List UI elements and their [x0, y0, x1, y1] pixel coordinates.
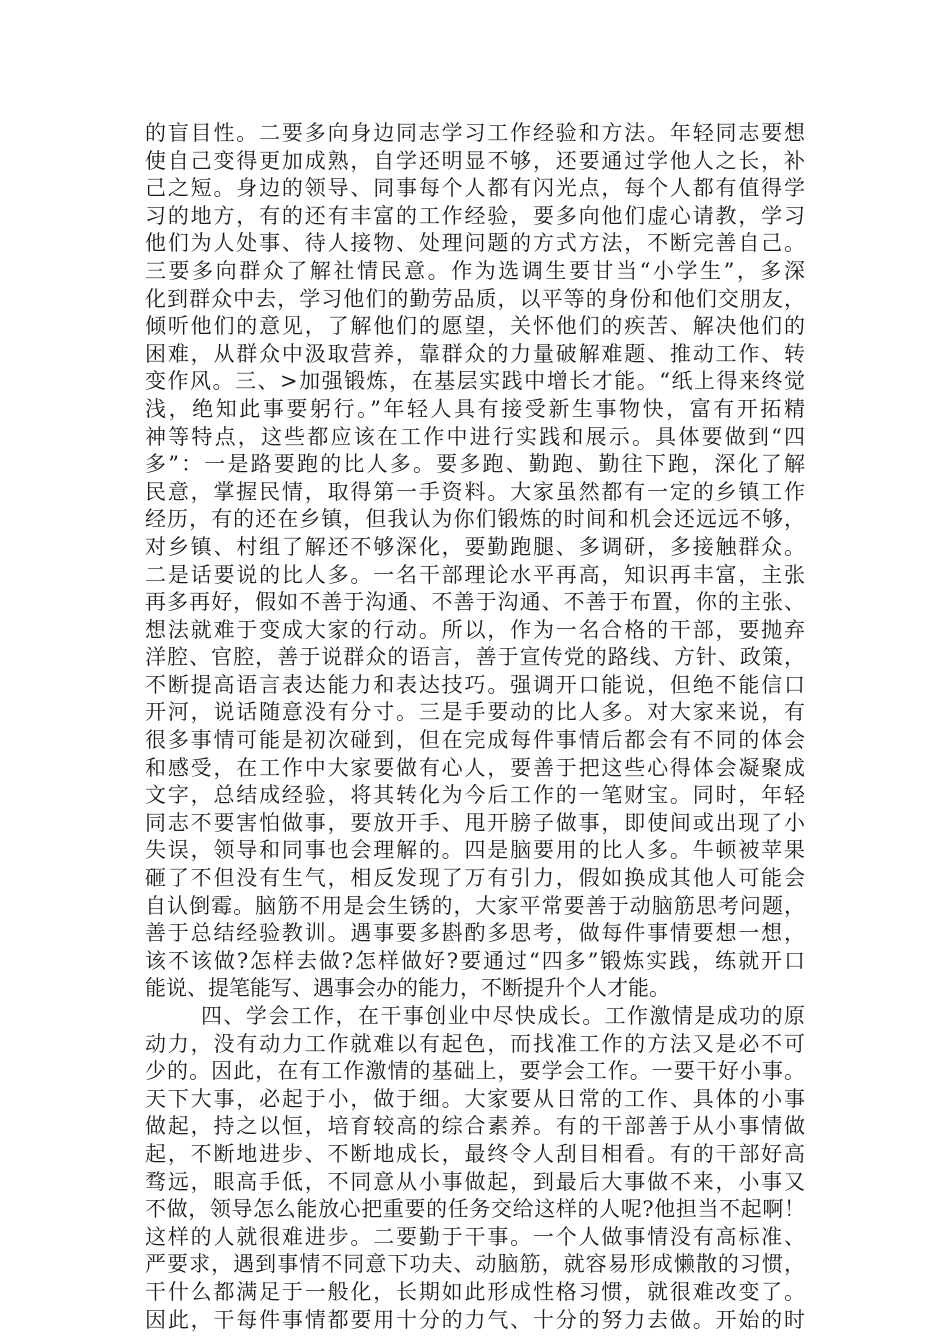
text-line: 不做，领导怎么能放心把重要的任务交给这样的人呢?他担当不起啊！: [145, 1197, 805, 1222]
text-line: 困难，从群众中汲取营养，靠群众的力量破解难题、推动工作、转: [145, 341, 805, 366]
text-line: 使自己变得更加成熟，自学还明显不够，还要通过学他人之长，补: [145, 148, 805, 173]
text-line: 和感受，在工作中大家要做有心人，要善于把这些心得体会凝聚成: [145, 755, 805, 780]
text-line: 对乡镇、村组了解还不够深化，要勤跑腿、多调研，多接触群众。: [145, 534, 805, 559]
text-line: 这样的人就很难进步。二要勤于干事。一个人做事情没有高标准、: [145, 1224, 805, 1249]
text-line: 该不该做?怎样去做?怎样做好?要通过“四多”锻炼实践，练就开口: [145, 948, 805, 973]
text-line: 天下大事，必起于小，做于细。大家要从日常的工作、具体的小事: [145, 1086, 805, 1111]
text-line: 很多事情可能是初次碰到，但在完成每件事情后都会有不同的体会: [145, 728, 805, 753]
text-line: 严要求，遇到事情不同意下功夫、动脑筋，就容易形成懒散的习惯，: [145, 1252, 805, 1277]
text-line: 三要多向群众了解社情民意。作为选调生要甘当“小学生”，多深: [145, 258, 805, 283]
text-line: 四、学会工作，在干事创业中尽快成长。工作激情是成功的原: [201, 1004, 805, 1028]
text-line: 倾听他们的意见，了解他们的愿望，关怀他们的疾苦、解决他们的: [145, 314, 805, 339]
text-line: 做起，持之以恒，培育较高的综合素养。有的干部善于从小事情做: [145, 1114, 805, 1139]
text-line: 想法就难于变成大家的行动。所以，作为一名合格的干部，要抛弃: [145, 617, 805, 642]
paragraph-1: [145, 120, 805, 1003]
text-line: 能说、提笔能写、遇事会办的能力，不断提升个人才能。: [145, 976, 670, 1001]
text-line: 善于总结经验教训。遇事要多斟酌多思考，做每件事情要想一想，: [145, 921, 805, 946]
text-line: 二是话要说的比人多。一名干部理论水平再高，知识再丰富，主张: [145, 562, 805, 587]
text-line: 失误，领导和同事也会理解的。四是脑要用的比人多。牛顿被苹果: [145, 838, 805, 863]
paragraph-2: [145, 1003, 805, 1334]
text-line: 文字，总结成经验，将其转化为今后工作的一笔财宝。同时，年轻: [145, 783, 805, 808]
text-line: 少的。因此，在有工作激情的基础上，要学会工作。一要干好小事。: [145, 1059, 805, 1084]
text-line: 砸了不但没有生气，相反发现了万有引力，假如换成其他人可能会: [145, 866, 805, 891]
text-line: 习的地方，有的还有丰富的工作经验，要多向他们虚心请教，学习: [145, 203, 805, 228]
text-line: 动力，没有动力工作就难以有起色，而找准工作的方法又是必不可: [145, 1031, 805, 1056]
text-line: 的盲目性。二要多向身边同志学习工作经验和方法。年轻同志要想: [145, 121, 805, 145]
text-line: 他们为人处事、待人接物、处理问题的方式方法，不断完善自己。: [145, 231, 805, 256]
text-line: 化到群众中去，学习他们的勤劳品质，以平等的身份和他们交朋友，: [145, 286, 805, 311]
text-line: 民意，掌握民情，取得第一手资料。大家虽然都有一定的乡镇工作: [145, 479, 805, 504]
text-line: 起，不断地进步、不断地成长，最终令人刮目相看。有的干部好高: [145, 1141, 805, 1166]
text-line: 不断提高语言表达能力和表达技巧。强调开口能说，但绝不能信口: [145, 672, 805, 697]
text-line: 神等特点，这些都应该在工作中进行实践和展示。具体要做到“四: [145, 424, 805, 449]
text-line: 同志不要害怕做事，要放开手、甩开膀子做事，即使间或出现了小: [145, 810, 805, 835]
text-line: 己之短。身边的领导、同事每个人都有闪光点，每个人都有值得学: [145, 176, 805, 201]
text-line: 开河，说话随意没有分寸。三是手要动的比人多。对大家来说，有: [145, 700, 805, 725]
text-line: 经历，有的还在乡镇，但我认为你们锻炼的时间和机会还远远不够，: [145, 507, 805, 532]
text-line: 骛远，眼高手低，不同意从小事做起，到最后大事做不来，小事又: [145, 1169, 805, 1194]
text-line: 干什么都满足于一般化，长期如此形成性格习惯，就很难改变了。: [145, 1279, 805, 1304]
text-line: 洋腔、官腔，善于说群众的语言，善于宣传党的路线、方针、政策，: [145, 645, 805, 670]
text-line: 因此，干每件事情都要用十分的力气、十分的努力去做。开始的时: [145, 1307, 805, 1332]
text-line: 自认倒霉。脑筋不用是会生锈的，大家平常要善于动脑筋思考问题，: [145, 893, 805, 918]
text-line: 变作风。三、>加强锻炼，在基层实践中增长才能。“纸上得来终觉: [145, 369, 805, 394]
document-body: [145, 120, 805, 1334]
text-line: 多”：一是路要跑的比人多。要多跑、勤跑、勤往下跑，深化了解: [145, 452, 805, 477]
text-line: 浅，绝知此事要躬行。”年轻人具有接受新生事物快，富有开拓精: [145, 396, 805, 421]
text-line: 再多再好，假如不善于沟通、不善于沟通、不善于布置，你的主张、: [145, 590, 805, 615]
